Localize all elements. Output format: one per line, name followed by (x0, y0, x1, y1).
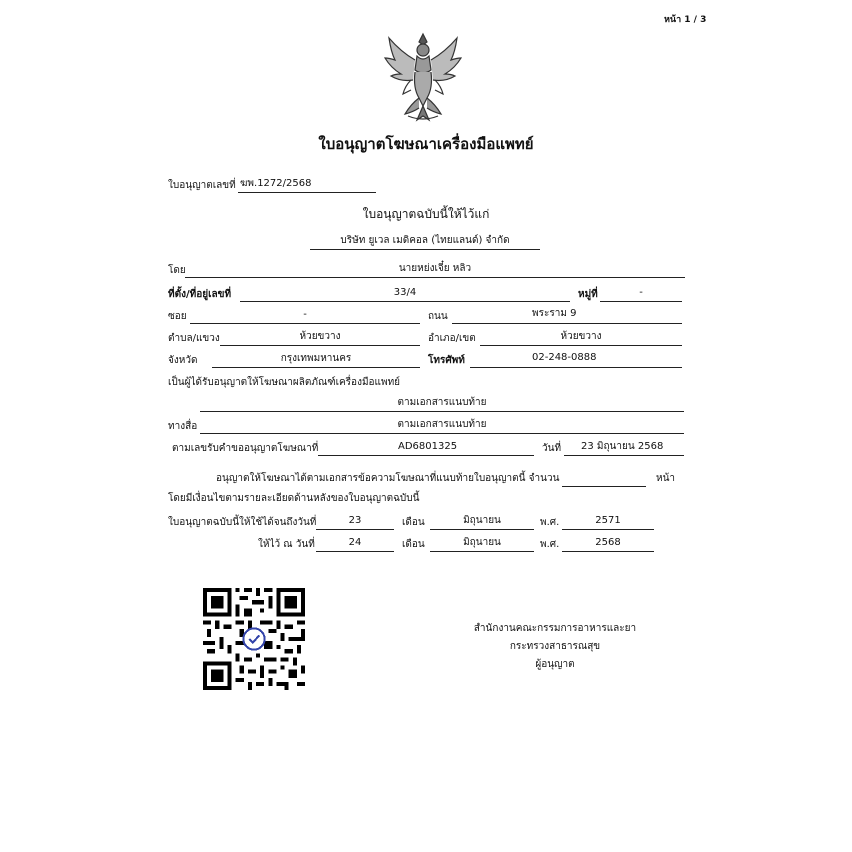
valid-until-month: มิถุนายน (463, 515, 501, 526)
province-label: จังหวัด (168, 355, 198, 366)
qr-code-icon (203, 588, 305, 690)
media-value: ตามเอกสารแนบท้าย (397, 419, 487, 430)
license-no-label: ใบอนุญาตเลขที่ (168, 180, 236, 191)
issued-on-year-label: พ.ศ. (540, 539, 560, 550)
valid-until-year: 2571 (595, 515, 621, 526)
document-title: ใบอนุญาตโฆษณาเครื่องมือแพทย์ (318, 135, 534, 153)
subdistrict-label: ตำบล/แขวง (168, 333, 220, 344)
soi-label: ซอย (168, 311, 187, 322)
road-value: พระราม 9 (532, 308, 577, 319)
soi-value: - (303, 309, 307, 320)
issuer-line3: ผู้อนุญาต (535, 659, 575, 670)
permitted-text: เป็นผู้ได้รับอนุญาตให้โฆษณาผลิตภัณฑ์เครื่องมือแพทย์ (168, 377, 401, 388)
issued-on-label: ให้ไว้ ณ วันที่ (258, 539, 315, 550)
approval-line2: โดยมีเงื่อนไขตามรายละเอียดด้านหลังของใบอนุญาตฉบับนี้ (168, 493, 420, 504)
request-date-value: 23 มิถุนายน 2568 (581, 441, 664, 452)
request-value: AD6801325 (398, 441, 458, 452)
product-value: ตามเอกสารแนบท้าย (397, 397, 487, 408)
issued-on-month: มิถุนายน (463, 537, 501, 548)
subdistrict-value: ห้วยขวาง (299, 331, 341, 342)
address-value: 33/4 (393, 287, 417, 298)
by-label: โดย (168, 265, 186, 276)
by-value: นายหย่งเจี๋ย หลิว (398, 263, 472, 274)
license-no-value: ฆพ.1272/2568 (240, 178, 312, 189)
approval-line1: อนุญาตให้โฆษณาได้ตามเอกสารข้อความโฆษณาที่แนบท้ายใบอนุญาตนี้ จำนวน (216, 473, 560, 484)
valid-until-label: ใบอนุญาตฉบับนี้ให้ใช้ได้จนถึงวันที่ (168, 517, 317, 528)
phone-label: โทรศัพท์ (428, 355, 465, 366)
issuer-line2: กระทรวงสาธารณสุข (509, 641, 601, 652)
valid-until-month-label: เดือน (402, 517, 425, 528)
road-label: ถนน (428, 311, 448, 322)
issued-to-heading: ใบอนุญาตฉบับนี้ให้ไว้แก่ (362, 207, 490, 221)
address-label: ที่ตั้ง/ที่อยู่เลขที่ (168, 289, 232, 300)
moo-value: - (639, 287, 643, 298)
phone-value: 02-248-0888 (532, 352, 597, 363)
approval-pages-label: หน้า (656, 473, 676, 484)
request-date-label: วันที่ (542, 443, 562, 454)
issuer-line1: สำนักงานคณะกรรมการอาหารและยา (473, 623, 637, 634)
district-label: อำเภอ/เขต (428, 333, 476, 344)
valid-until-day: 23 (348, 515, 362, 526)
garuda-emblem-icon (378, 30, 468, 126)
page-number: หน้า 1 / 3 (664, 15, 707, 25)
issued-on-day: 24 (348, 537, 362, 548)
issued-on-month-label: เดือน (402, 539, 425, 550)
valid-until-year-label: พ.ศ. (540, 517, 560, 528)
media-label: ทางสื่อ (168, 421, 198, 432)
issued-on-year: 2568 (595, 537, 621, 548)
province-value: กรุงเทพมหานคร (280, 353, 352, 364)
request-label: ตามเลขรับคำขออนุญาตโฆษณาที่ (172, 443, 319, 454)
district-value: ห้วยขวาง (560, 331, 602, 342)
moo-label: หมู่ที่ (578, 289, 598, 300)
company-name: บริษัท ยูเวล เมดิคอล (ไทยแลนด์) จำกัด (340, 235, 510, 246)
